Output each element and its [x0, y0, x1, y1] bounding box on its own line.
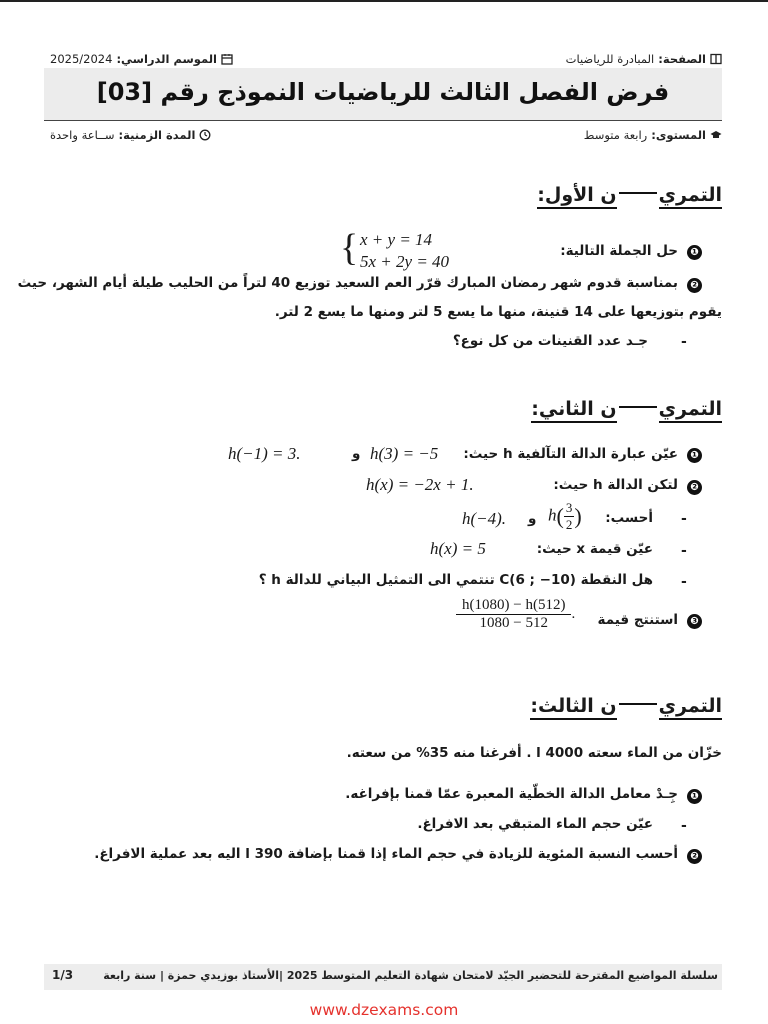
ex3-q1-text: جِـدْ معامل الدالة الخطّية المعبرة عمّا قمنا بإفراغه. [345, 786, 678, 802]
q3-frac-num: h(1080) − h(512) [456, 597, 571, 615]
season-label: الموسم الدراسي: [116, 52, 217, 66]
q3-frac-den: 1080 − 512 [479, 615, 548, 631]
header-rule-bottom [44, 120, 722, 121]
ex2-q1-cond1: h(3) = −5 [370, 444, 439, 463]
ex3-q1-sub: عيّن حجم الماء المتبقي بعد الافراغ. [417, 816, 653, 832]
ex2-q1-and: و [352, 446, 361, 462]
ex1-q2-line2: يقوم بتوزيعها على 14 قنينة، منها ما يسع 5 لتر ومنها ما يسع 2 لتر. [274, 304, 722, 320]
season-group [50, 52, 233, 66]
book-icon [710, 53, 722, 65]
level-group [584, 128, 722, 142]
duration-label: المدة الزمنية: [118, 128, 196, 142]
ex1-q2-bullet: ❷ [687, 278, 702, 293]
sub1-frac-num: 3 [565, 500, 573, 515]
ex2-sub1-h32: h( $\frac{3}{2}$ ) [548, 500, 582, 532]
ex1-q2-sub: جـد عدد القنينات من كل نوع؟ [452, 333, 648, 349]
ex2-sub3-text: هل النقطة C(6 ; −10) تنتمي الى التمثيل البياني للدالة h ؟ [258, 572, 653, 588]
clock-icon [199, 129, 211, 141]
ex2-dash-1: - [681, 511, 687, 527]
duration-value: ســاعة واحدة [50, 128, 115, 142]
ex1-q1-bullet: ❶ [687, 245, 702, 260]
level-value: رابعة متوسط [583, 128, 648, 142]
ex2-q1-text: عيّن عبارة الدالة التآلفية h حيث: [463, 446, 678, 462]
page-title: فرض الفصل الثالث للرياضيات النموذج رقم [03] [96, 78, 670, 106]
ex2-sub1-b: h(−4). [462, 509, 507, 528]
ex2-dash-3: - [681, 574, 687, 590]
exercise3-title: التمرين الثالث: [530, 695, 722, 717]
equation-2: 5x + 2y = 40 [360, 252, 450, 271]
ex2-sub1-and: و [528, 511, 537, 527]
top-border [0, 0, 768, 2]
ex3-intro: خزّان من الماء سعته 4000 l . أفرغنا منه 35% من سعته. [346, 745, 722, 761]
ex2-q3-fraction: $\frac{h(1080) - h(512)}{1080 - 512}$ . [456, 597, 575, 632]
page-value: المبادرة للرياضيات [565, 52, 655, 66]
duration-group [50, 128, 211, 142]
exercise1-title: التمرين الأول: [537, 184, 722, 206]
sub1-frac-den: 2 [565, 517, 573, 532]
ex2-q1-bullet: ❶ [687, 448, 702, 463]
equation-1: x + y = 14 [360, 230, 433, 249]
ex1-q1-text: حل الجملة التالية: [560, 243, 678, 259]
exercise2-title: التمرين الثاني: [531, 398, 722, 420]
ex2-q2-bullet: ❷ [687, 480, 702, 495]
ex2-dash-2: - [681, 543, 687, 559]
page-label: الصفحة: [658, 52, 706, 66]
season-value: 2025/2024 [50, 52, 113, 66]
ex3-dash: - [681, 818, 687, 834]
page-label-group [566, 52, 722, 66]
ex2-sub2-label: عيّن قيمة x حيث: [536, 541, 653, 557]
ex3-q2-text: أحسب النسبة المئوية للزيادة في حجم الماء إذا قمنا بإضافة 390 l اليه بعد عملية الافراغ. [94, 846, 678, 862]
ex2-q3-bullet: ❸ [687, 614, 702, 629]
ex2-sub1-label: أحسب: [605, 510, 653, 526]
level-label: المستوى: [651, 128, 706, 142]
calendar-icon [221, 53, 233, 65]
ex1-q2-line1: بمناسبة قدوم شهر رمضان المبارك قرّر العم السعيد توزيع 40 لتراً من الحليب طيلة أيام الشهر، حيث [17, 275, 678, 291]
watermark-link[interactable]: www.dzexams.com [309, 1001, 459, 1019]
ex2-sub2-expr: h(x) = 5 [430, 539, 486, 558]
ex1-dash: - [681, 334, 687, 350]
ex2-q1-cond2: h(−1) = 3. [228, 444, 301, 463]
ex3-q1-bullet: ❶ [687, 789, 702, 804]
footer-text: سلسلة المواضيع المقترحة للتحضير الجيّد لامتحان شهادة التعليم المتوسط 2025 |الأستاذ بوزيدي حمزة | سنة رابعة [103, 969, 718, 982]
ex2-q2-text: لتكن الدالة h حيث: [553, 477, 678, 493]
ex3-q2-bullet: ❷ [687, 849, 702, 864]
page-number: 1/3 [52, 968, 74, 982]
ex2-q2-expr: h(x) = −2x + 1. [366, 475, 474, 494]
graduation-cap-icon [710, 129, 722, 141]
ex2-q3-text: استنتج قيمة [597, 612, 678, 628]
